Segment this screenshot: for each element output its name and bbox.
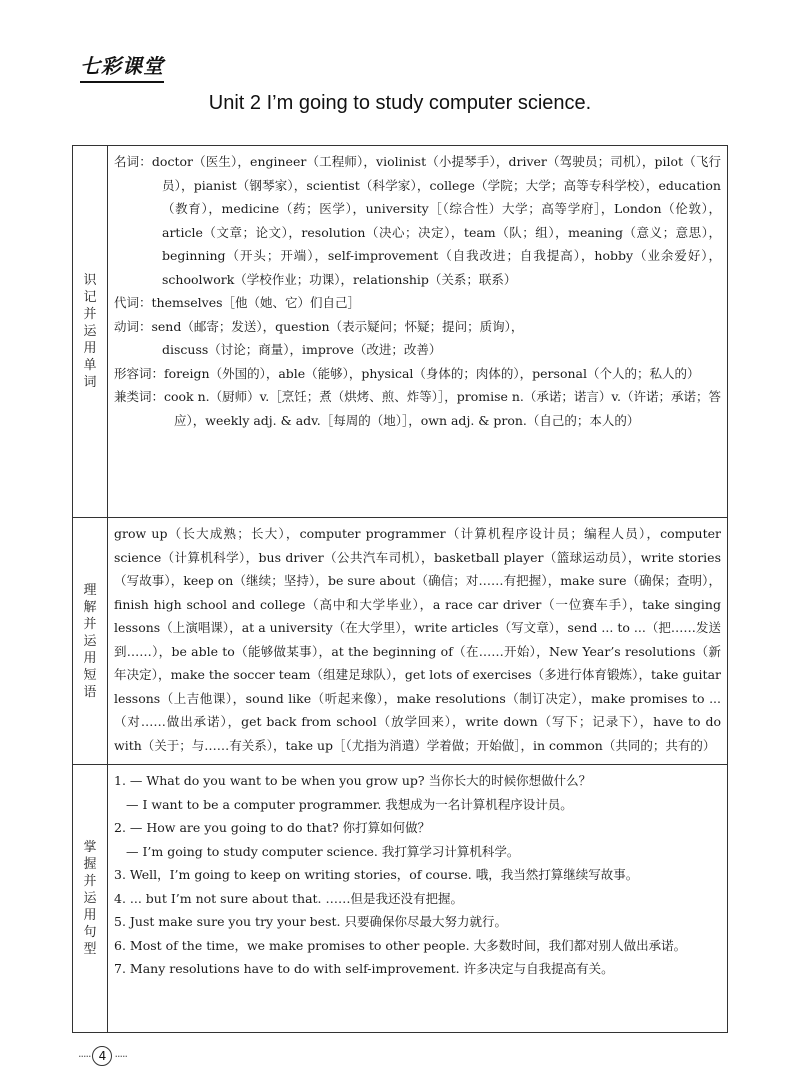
vocabulary-table [72, 145, 728, 1033]
sentence-item: 4. ... but I’m not sure about that. ……但是我还没有把握。 [114, 890, 463, 906]
sentence-item: — I want to be a computer programmer. 我想成为一名计算机程序设计员。 [126, 796, 573, 812]
sentence-item: 1. — What do you want to be when you grow up? 当你长大的时候你想做什么？ [114, 773, 592, 788]
verbs-entry: 动词：send（邮寄；发送），question（表示疑问；怀疑；提问；质询）， [114, 318, 524, 334]
sentence-item: 6. Most of the time，we make promises to other people. 大多数时间，我们都对别人做出承诺。 [114, 937, 687, 953]
page-dots-right: ····· [114, 1049, 127, 1063]
nouns-entry: 名词：doctor（医生），engineer（工程师），violinist（小提琴手），driver（驾驶员；司机），pilot（飞行员），pianist（钢琴家），scientist（科学家），college（学院；大学；高等专科学校），education（教育），medicine（药；医学），university［（综合性）大学；高等学府］，London（伦敦），article（文章；论文），resolution（决心；决定），team（队；组），meaning（意义；意思），beginning（开头；开端），self-improvement（自我改进；自我提高），hobby（业余爱好），schoolwork（学校作业；功课），relationship（关系；联系） [114, 154, 721, 287]
sentences-row [73, 765, 728, 1033]
multi-class-entry: 兼类词：cook n.（厨师）v.［烹饪；煮（烘烤、煎、炸等）］，promise n.（承诺；诺言）v.（许诺；承诺；答应），weekly adj. & adv.［每周的（地）］，own adj. & pron.（自己的；本人的） [114, 389, 721, 428]
sentence-item: 2. — How are you going to do that? 你打算如何做？ [114, 820, 431, 835]
sentences-section-label: 掌握并运用句型 [73, 765, 108, 1033]
words-section-label: 识记并运用单词 [73, 146, 108, 518]
sentence-item: 3. Well，I’m going to keep on writing stories，of course. 哦，我当然打算继续写故事。 [114, 867, 639, 882]
phrases-section-label: 理解并运用短语 [73, 518, 108, 765]
adjectives-entry: 形容词：foreign（外国的），able（能够），physical（身体的；肉体的），personal（个人的；私人的） [114, 365, 700, 381]
verbs-entry-continued: discuss（讨论；商量），improve（改进；改善） [162, 342, 442, 357]
brand-logo: 七彩课堂 [80, 50, 164, 83]
sentence-item: 7. Many resolutions have to do with self-improvement. 许多决定与自我提高有关。 [114, 961, 614, 976]
page-title: Unit 2 I’m going to study computer science. [208, 92, 592, 114]
phrases-content [108, 518, 728, 765]
pronouns-entry: 代词：themselves［他（她、它）们自己］ [114, 295, 361, 310]
words-content [108, 146, 728, 518]
sentences-content [108, 765, 728, 1033]
sentence-item: — I’m going to study computer science. 我打算学习计算机科学。 [126, 843, 520, 859]
page-dots-left: ····· [78, 1049, 91, 1063]
sentence-item: 5. Just make sure you try your best. 只要确保你尽最大努力就行。 [114, 914, 507, 929]
phrases-text: grow up（长大成熟；长大），computer programmer（计算机程序设计员；编程人员），computer science（计算机科学），bus driver（公共汽车司机），basketball player（篮球运动员），write stories（写故事），keep on（继续；坚持），be sure about（确信；对……有把握），make sure（确保；查明），finish high school and college（高中和大学毕业），a race car driver（一位赛车手），take singing lessons（上演唱课），at a university（在大学里），write articles（写文章），send ... to ...（把……发送到……），be able to（能够做某事），at the beginning of（在……开始），New Year’s resolutions（新年决定），make the soccer team（组建足球队），get lots of exercises（多进行体育锻炼），take guitar lessons（上吉他课），sound like（听起来像），make resolutions（制订决定），make promises to ...（对……做出承诺），get back from school（放学回来），write down（写下；记录下），have to do with（关于；与……有关系），take up［（尤指为消遣）学着做；开始做］，in common（共同的；共有的） [114, 526, 721, 753]
words-row [73, 146, 728, 518]
page-number [78, 1046, 127, 1066]
phrases-row [73, 518, 728, 765]
page-number-badge: 4 [92, 1046, 112, 1066]
